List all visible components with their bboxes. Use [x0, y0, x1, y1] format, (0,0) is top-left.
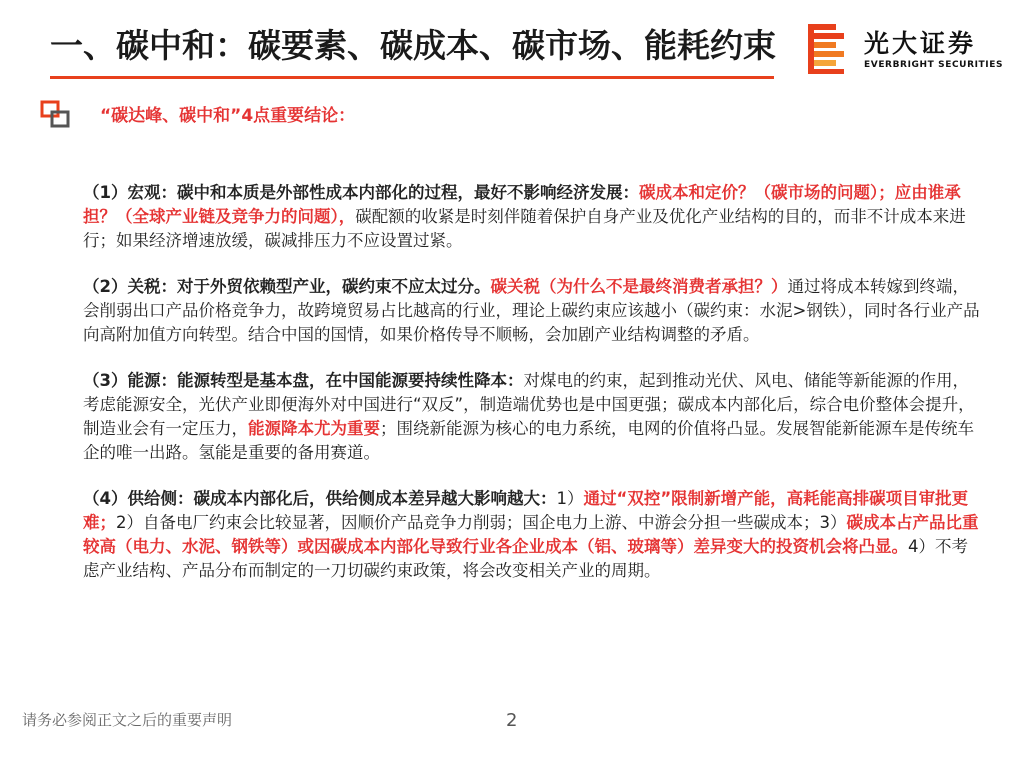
- paragraph-macro: [83, 181, 983, 253]
- logo-name-en: EVERBRIGHT SECURITIES: [864, 60, 1004, 70]
- segment: （2）关税：对于外贸依赖型产业，碳约束不应太过分。: [83, 277, 491, 296]
- segment: ；围绕新能源为核心的电力系统，电网的价值将凸显。发展智能新能源车是传统车企的唯一出路。氢能是重要的备用赛道。: [83, 419, 974, 462]
- disclaimer-note: 请务必参阅正文之后的重要声明: [22, 711, 233, 729]
- segment: 通过“双控”限制新增产能，高耗能高排碳项目审批更难；: [83, 489, 969, 532]
- paragraph-tariff: [83, 275, 983, 347]
- segment: 2）自备电厂约束会比较显著，因顺价产品竞争力削弱；国企电力上游、中游会分担一些碳成本；3）: [116, 513, 847, 532]
- conclusions-body: [83, 181, 983, 605]
- segment: 1）: [556, 489, 584, 508]
- segment: 通过将成本转嫁到终端，会削弱出口产品价格竞争力，故跨境贸易占比越高的行业，理论上碳约束应该越小（碳约束：水泥>钢铁），同时各行业产品向高附加值方向转型。结合中国的国情，如果价格传导不顺畅，会加剧产业结构调整的矛盾。: [83, 277, 980, 344]
- segment: 对煤电的约束，起到推动光伏、风电、储能等新能源的作用，考虑能源安全，光伏产业即便海外对中国进行“双反”，制造端优势也是中国更强；碳成本内部化后，综合电价整体会提升，制造业会有一定压力，: [83, 371, 975, 438]
- segment: （1）宏观：碳中和本质是外部性成本内部化的过程，最好不影响经济发展：: [83, 183, 639, 202]
- segment: 能源降本尤为重要: [248, 419, 380, 438]
- title-underline: [50, 76, 774, 79]
- logo-name-cn: 光大证券: [864, 29, 977, 58]
- subheading: “碳达峰、碳中和”4点重要结论：: [100, 106, 356, 126]
- segment: 碳关税（为什么不是最终消费者承担？）: [490, 277, 788, 296]
- segment: （3）能源：能源转型是基本盘，在中国能源要持续性降本：: [83, 371, 524, 390]
- page-title: 一、碳中和：碳要素、碳成本、碳市场、能耗约束: [50, 26, 776, 65]
- segment: 碳配额的收紧是时刻伴随着保护自身产业及优化产业结构的目的，而非不计成本来进行；如果经济增速放缓，碳减排压力不应设置过紧。: [83, 207, 966, 250]
- segment: 碳成本和定价？（碳市场的问题）；应由谁承担？（全球产业链及竞争力的问题），: [83, 183, 961, 226]
- bullet-squares-icon: [40, 100, 72, 130]
- segment: 碳成本占产品比重较高（电力、水泥、钢铁等）或因碳成本内部化导致行业各企业成本（铝、玻璃等）差异变大的投资机会将凸显。: [83, 513, 979, 556]
- company-logo: [806, 22, 1006, 78]
- paragraph-supply-side: [83, 487, 983, 583]
- page-number: 2: [506, 710, 518, 731]
- segment: 4）不考虑产业结构、产品分布而制定的一刀切碳约束政策，将会改变相关产业的周期。: [83, 537, 968, 580]
- paragraph-energy: [83, 369, 983, 465]
- segment: （4）供给侧：碳成本内部化后，供给侧成本差异越大影响越大：: [83, 489, 557, 508]
- everbright-logo-icon: [806, 22, 846, 74]
